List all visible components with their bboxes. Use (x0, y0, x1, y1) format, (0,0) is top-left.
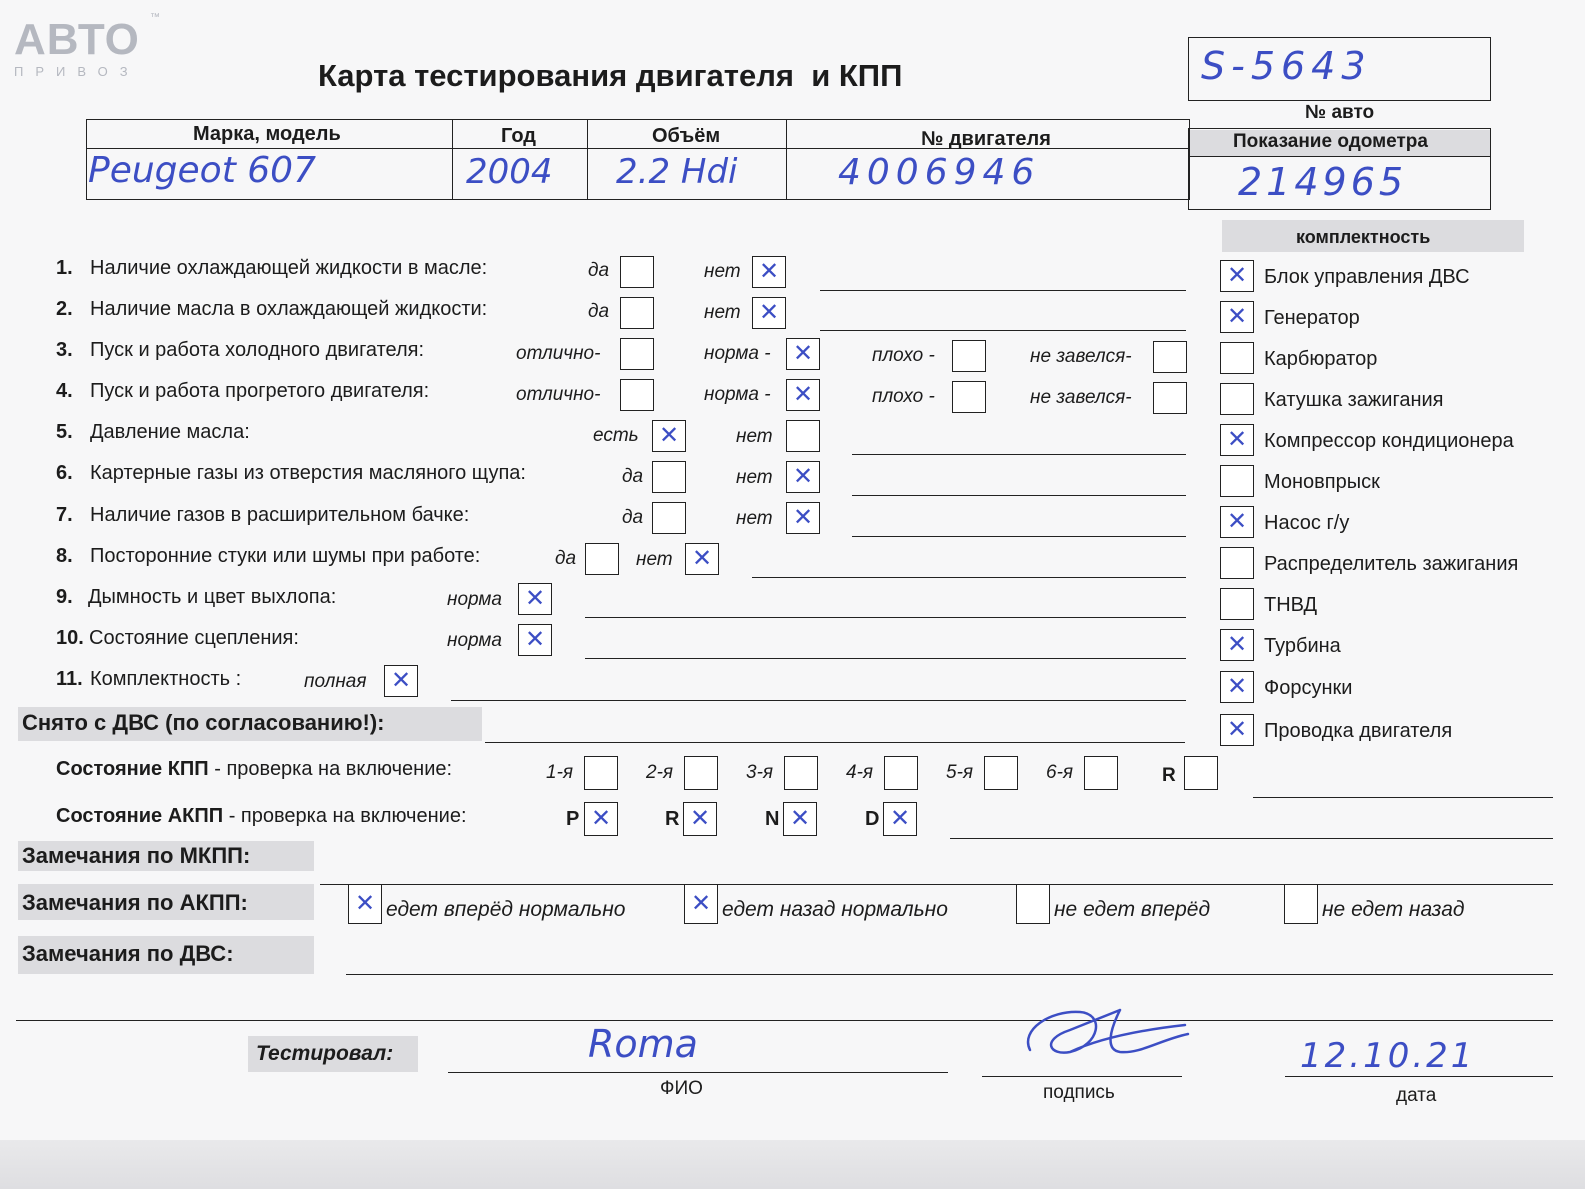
signature-label: подпись (1043, 1082, 1115, 1103)
item-6-yes-checkbox[interactable] (652, 461, 686, 493)
remarks-dvs-line-2 (16, 1020, 1553, 1021)
akpp-mode-checkbox[interactable] (584, 802, 618, 836)
item-2-label: Наличие масла в охлаждающей жидкости: (90, 298, 488, 320)
logo-sub: ПРИВОЗ (14, 64, 140, 79)
akpp-remark-label: не едет назад (1322, 898, 1465, 921)
completeness-item-checkbox[interactable] (1220, 671, 1254, 703)
item-5-opt-no: нет (736, 426, 773, 447)
completeness-item-checkbox[interactable] (1220, 629, 1254, 661)
item-4-no-start-checkbox[interactable] (1153, 382, 1187, 414)
item-10-comment-line (585, 658, 1186, 659)
item-11-num: 11. (56, 668, 83, 690)
completeness-item-checkbox[interactable] (1220, 714, 1254, 746)
item-3-opt-excellent: отлично- (516, 343, 601, 364)
akpp-mode-label: R (665, 808, 680, 830)
volume-label: Объём (652, 125, 721, 147)
item-5-opt-yes: есть (593, 425, 639, 446)
logo-main: АВТО (14, 15, 140, 64)
item-7-label: Наличие газов в расширительном бачке: (90, 504, 470, 526)
completeness-item-checkbox[interactable] (1220, 588, 1254, 620)
item-8-num: 8. (56, 545, 73, 567)
item-4-num: 4. (56, 380, 73, 402)
item-3-opt-bad: плохо - (872, 345, 935, 366)
completeness-item-label: Распределитель зажигания (1264, 553, 1519, 575)
signature-line (982, 1076, 1182, 1077)
item-3-label: Пуск и работа холодного двигателя: (90, 339, 425, 361)
item-2-comment-line (820, 330, 1186, 331)
logo-tm: ™ (150, 12, 160, 23)
item-1-opt-no: нет (704, 261, 741, 282)
removed-comment-line (485, 742, 1185, 743)
date-value: 12.10.21 (1300, 1036, 1476, 1076)
completeness-item-checkbox[interactable] (1220, 260, 1254, 292)
item-6-num: 6. (56, 462, 73, 484)
completeness-item-checkbox[interactable] (1220, 547, 1254, 579)
item-4-normal-checkbox[interactable] (786, 379, 820, 411)
item-8-opt-yes: да (555, 548, 577, 569)
logo (14, 12, 160, 79)
signature (1010, 990, 1210, 1070)
item-4-opt-excellent: отлично- (516, 384, 601, 405)
kpp-gear-checkbox[interactable] (584, 756, 618, 790)
item-6-comment-line (852, 495, 1186, 496)
item-8-label: Посторонние стуки или шумы при работе: (90, 545, 481, 567)
kpp-gear-checkbox[interactable] (884, 756, 918, 790)
akpp-remark-checkbox[interactable] (1284, 884, 1318, 924)
kpp-label-bold: Состояние КПП (56, 758, 209, 780)
item-4-bad-checkbox[interactable] (952, 381, 986, 413)
bottom-edge (0, 1140, 1585, 1189)
completeness-item-checkbox[interactable] (1220, 301, 1254, 333)
removed-label: Снято с ДВС (по согласованию!): (22, 710, 385, 735)
item-1-label: Наличие охлаждающей жидкости в масле: (90, 257, 488, 279)
header-col-sep-3 (786, 119, 787, 200)
item-5-no-checkbox[interactable] (786, 420, 820, 452)
item-4-opt-normal: норма - (704, 384, 771, 405)
auto-number-cell (1188, 37, 1491, 101)
kpp-gear-checkbox[interactable] (1184, 756, 1218, 790)
completeness-item-label: ТНВД (1264, 594, 1318, 616)
completeness-item-label: Проводка двигателя (1264, 720, 1453, 742)
item-3-excellent-checkbox[interactable] (620, 338, 654, 370)
item-10-opt-normal: норма (447, 630, 502, 651)
item-5-comment-line (852, 454, 1186, 455)
auto-number-value: S-5643 (1201, 44, 1372, 88)
fio-label: ФИО (660, 1078, 703, 1099)
item-2-num: 2. (56, 298, 73, 320)
kpp-label-rest: - проверка на включение: (208, 758, 453, 780)
odometer-label: Показание одометра (1233, 131, 1428, 152)
item-6-opt-no: нет (736, 467, 773, 488)
completeness-item-label: Насос г/у (1264, 512, 1350, 534)
item-2-yes-checkbox[interactable] (620, 297, 654, 329)
item-9-comment-line (585, 617, 1186, 618)
item-8-opt-no: нет (636, 549, 673, 570)
completeness-item-label: Форсунки (1264, 677, 1353, 699)
item-7-opt-no: нет (736, 508, 773, 529)
volume-value: 2.2 Hdi (616, 152, 738, 192)
item-9-label: Дымность и цвет выхлопа: (88, 586, 337, 608)
completeness-item-checkbox[interactable] (1220, 424, 1254, 456)
item-4-excellent-checkbox[interactable] (620, 379, 654, 411)
engine-no-value: 4006946 (838, 152, 1041, 193)
item-8-comment-line (752, 577, 1186, 578)
item-3-opt-normal: норма - (704, 343, 771, 364)
akpp-label (56, 805, 467, 828)
item-1-yes-checkbox[interactable] (620, 256, 654, 288)
akpp-mode-label: N (765, 808, 780, 830)
item-7-no-checkbox[interactable] (786, 502, 820, 534)
header-col-sep-1 (452, 119, 453, 200)
item-3-normal-checkbox[interactable] (786, 338, 820, 370)
odometer-divider (1188, 156, 1491, 157)
item-7-comment-line (852, 536, 1186, 537)
item-10-normal-checkbox[interactable] (518, 624, 552, 656)
item-8-no-checkbox[interactable] (685, 543, 719, 575)
item-11-comment-line (451, 700, 1186, 701)
item-4-opt-bad: плохо - (872, 386, 935, 407)
date-line (1285, 1076, 1553, 1077)
odometer-value: 214965 (1238, 160, 1408, 204)
item-3-no-start-checkbox[interactable] (1153, 341, 1187, 373)
akpp-mode-label: D (865, 808, 880, 830)
item-3-num: 3. (56, 339, 73, 361)
remarks-dvs-label: Замечания по ДВС: (22, 941, 234, 966)
akpp-mode-checkbox[interactable] (883, 802, 917, 836)
make-model-value: Peugeot 607 (88, 150, 316, 191)
completeness-item-checkbox[interactable] (1220, 465, 1254, 497)
kpp-gear-label: 5-я (946, 762, 974, 783)
akpp-remark-label: едет вперёд нормально (386, 898, 626, 921)
tested-label: Тестировал: (256, 1042, 394, 1065)
make-model-label: Марка, модель (193, 123, 341, 145)
completeness-item-checkbox[interactable] (1220, 506, 1254, 538)
akpp-remark-label: не едет вперёд (1054, 898, 1211, 921)
item-5-num: 5. (56, 421, 73, 443)
item-6-opt-yes: да (622, 466, 644, 487)
item-7-yes-checkbox[interactable] (652, 502, 686, 534)
kpp-gear-label: 1-я (546, 762, 574, 783)
completeness-item-label: Карбюратор (1264, 348, 1378, 370)
remarks-mkpp-line (320, 884, 1553, 885)
auto-number-label: № авто (1305, 102, 1375, 123)
completeness-item-checkbox[interactable] (1220, 342, 1254, 374)
akpp-mode-checkbox[interactable] (783, 802, 817, 836)
akpp-remark-checkbox[interactable] (684, 884, 718, 924)
akpp-remark-label: едет назад нормально (722, 898, 948, 921)
item-1-opt-yes: да (588, 260, 610, 281)
completeness-item-label: Блок управления ДВС (1264, 266, 1470, 288)
item-5-yes-checkbox[interactable] (652, 420, 686, 452)
completeness-item-label: Моновпрыск (1264, 471, 1380, 493)
item-3-bad-checkbox[interactable] (952, 340, 986, 372)
item-10-num: 10. (56, 627, 84, 649)
item-5-label: Давление масла: (90, 421, 250, 443)
engine-no-label: № двигателя (921, 128, 1051, 150)
item-10-label: Состояние сцепления: (89, 627, 299, 649)
akpp-comment-line (950, 838, 1553, 839)
completeness-item-label: Турбина (1264, 635, 1341, 657)
kpp-gear-label: R (1162, 765, 1176, 786)
item-7-num: 7. (56, 504, 73, 526)
item-11-full-checkbox[interactable] (384, 665, 418, 697)
akpp-label-rest: - проверка на включение: (223, 805, 467, 827)
item-11-opt-full: полная (304, 671, 367, 692)
year-value: 2004 (466, 152, 553, 192)
remarks-dvs-line-1 (346, 974, 1553, 975)
akpp-remark-checkbox[interactable] (1016, 884, 1050, 924)
item-2-no-checkbox[interactable] (752, 297, 786, 329)
page-title: Карта тестирования двигателя и КПП (318, 58, 903, 93)
item-1-comment-line (820, 290, 1186, 291)
akpp-label-bold: Состояние АКПП (56, 805, 224, 827)
item-1-no-checkbox[interactable] (752, 256, 786, 288)
item-9-num: 9. (56, 586, 73, 608)
item-6-label: Картерные газы из отверстия масляного щупа: (90, 462, 526, 484)
item-3-opt-no-start: не завелся- (1030, 346, 1132, 367)
remarks-mkpp-label: Замечания по МКПП: (22, 843, 251, 868)
kpp-gear-checkbox[interactable] (784, 756, 818, 790)
completeness-item-checkbox[interactable] (1220, 383, 1254, 415)
kpp-gear-label: 6-я (1046, 762, 1074, 783)
kpp-gear-label: 2-я (646, 762, 674, 783)
item-2-opt-no: нет (704, 302, 741, 323)
remarks-akpp-label: Замечания по АКПП: (22, 890, 248, 915)
item-9-normal-checkbox[interactable] (518, 583, 552, 615)
item-6-no-checkbox[interactable] (786, 461, 820, 493)
fio-line (448, 1072, 948, 1073)
kpp-gear-checkbox[interactable] (1084, 756, 1118, 790)
item-7-opt-yes: да (622, 507, 644, 528)
akpp-mode-checkbox[interactable] (683, 802, 717, 836)
kpp-gear-label: 4-я (846, 762, 874, 783)
year-label: Год (501, 125, 536, 147)
item-9-opt-normal: норма (447, 589, 502, 610)
kpp-label (56, 758, 452, 781)
item-1-num: 1. (56, 257, 73, 279)
item-4-label: Пуск и работа прогретого двигателя: (90, 380, 430, 402)
akpp-mode-label: P (566, 808, 580, 830)
completeness-title: комплектность (1296, 227, 1431, 247)
kpp-gear-checkbox[interactable] (984, 756, 1018, 790)
completeness-item-label: Генератор (1264, 307, 1360, 329)
header-col-sep-2 (587, 119, 588, 200)
item-2-opt-yes: да (588, 301, 610, 322)
item-8-yes-checkbox[interactable] (585, 543, 619, 575)
fio-value: Roma (588, 1022, 698, 1066)
item-11-label: Комплектность : (90, 668, 242, 690)
akpp-remark-checkbox[interactable] (348, 884, 382, 924)
kpp-gear-checkbox[interactable] (684, 756, 718, 790)
kpp-gear-label: 3-я (746, 762, 774, 783)
completeness-item-label: Компрессор кондиционера (1264, 430, 1514, 452)
date-label: дата (1396, 1085, 1437, 1106)
kpp-comment-line (1253, 797, 1553, 798)
completeness-item-label: Катушка зажигания (1264, 389, 1444, 411)
item-4-opt-no-start: не завелся- (1030, 387, 1132, 408)
